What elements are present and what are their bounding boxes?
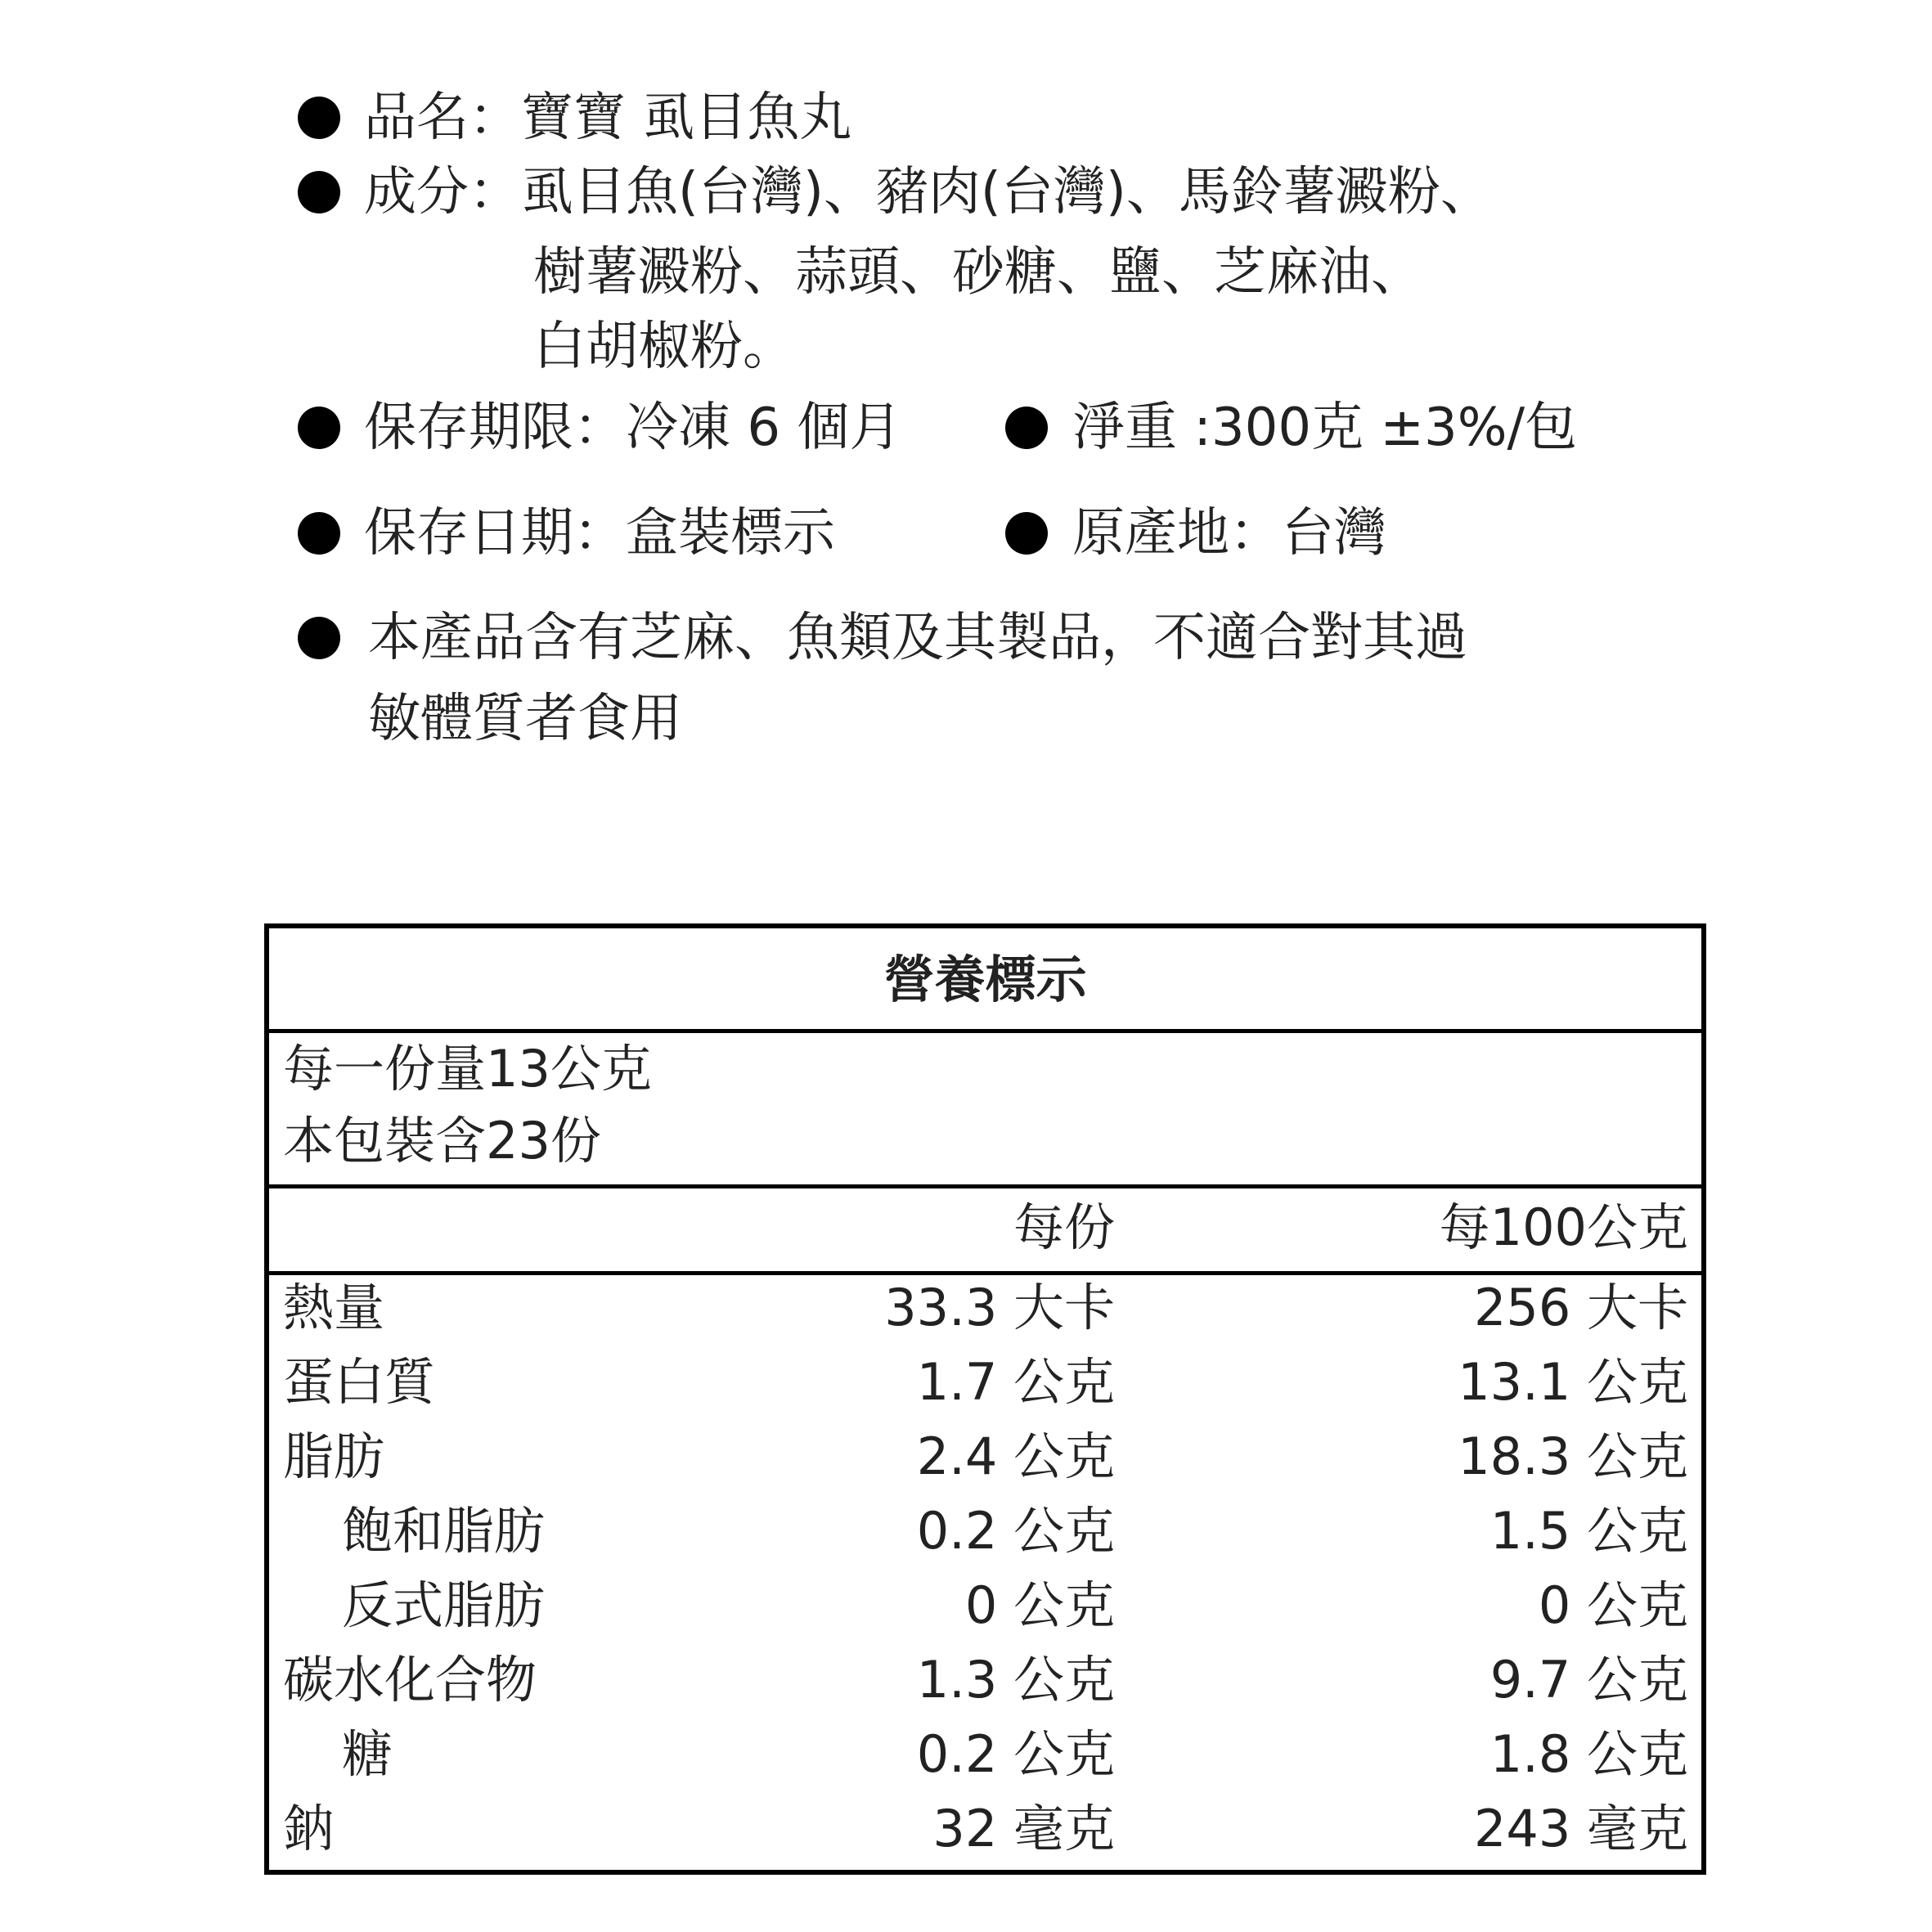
nutrient-per-serving: 1.3 公克	[916, 1650, 1115, 1710]
nutrient-label: 糖	[342, 1724, 393, 1784]
divider	[269, 1029, 1701, 1033]
bullet-icon	[298, 407, 340, 449]
ingredients-line-3: 白胡椒粉。	[533, 317, 795, 377]
nutrient-per-serving: 2.4 公克	[916, 1427, 1115, 1486]
nutrient-per-100g: 243 毫克	[1473, 1799, 1688, 1858]
nutrient-per-100g: 0 公克	[1538, 1575, 1688, 1635]
nutrient-label: 碳水化合物	[283, 1650, 537, 1710]
bullet-icon	[298, 97, 340, 139]
nutrient-per-serving: 32 毫克	[932, 1799, 1115, 1858]
nutrient-label: 蛋白質	[283, 1352, 436, 1412]
nutrient-per-100g: 9.7 公克	[1489, 1650, 1688, 1710]
column-header-per-100g: 每100公克	[1439, 1197, 1688, 1257]
divider	[269, 1184, 1701, 1188]
allergen-line-1: 本產品含有芝麻、魚類及其製品，不適合對其過	[368, 608, 1467, 668]
nutrient-label: 反式脂肪	[342, 1575, 546, 1635]
nutrition-title: 營養標示	[883, 950, 1087, 1009]
bullet-icon	[298, 512, 340, 555]
ingredients-line-1: 成分：虱目魚(台灣)、豬肉(台灣)、馬鈴薯澱粉、	[364, 162, 1493, 222]
origin: 原產地：台灣	[1072, 503, 1386, 564]
nutrient-per-serving: 0 公克	[964, 1575, 1115, 1635]
nutrition-table	[264, 923, 1706, 1875]
nutrient-label: 熱量	[283, 1278, 385, 1337]
shelf-life: 保存期限：冷凍 6 個月	[364, 398, 902, 458]
nutrient-label: 鈉	[283, 1799, 335, 1858]
nutrient-per-100g: 256 大卡	[1473, 1278, 1688, 1337]
column-header-per-serving: 每份	[1013, 1197, 1115, 1257]
nutrient-label: 飽和脂肪	[342, 1501, 546, 1561]
storage-date: 保存日期：盒裝標示	[364, 503, 835, 564]
nutrient-per-100g: 1.8 公克	[1489, 1724, 1688, 1784]
servings-per-package: 本包裝含23份	[283, 1111, 601, 1170]
product-name: 品名：寶寶 虱目魚丸	[364, 88, 852, 148]
bullet-icon	[1005, 512, 1048, 555]
nutrient-label: 脂肪	[283, 1427, 385, 1486]
bullet-icon	[298, 171, 340, 213]
nutrient-per-100g: 1.5 公克	[1489, 1501, 1688, 1561]
nutrient-per-serving: 0.2 公克	[916, 1724, 1115, 1784]
net-weight: 淨重 :300克 ±3%/包	[1072, 398, 1578, 458]
nutrient-per-serving: 1.7 公克	[916, 1352, 1115, 1412]
nutrient-per-100g: 13.1 公克	[1458, 1352, 1688, 1412]
ingredients-line-2: 樹薯澱粉、蒜頭、砂糖、鹽、芝麻油、	[533, 242, 1423, 303]
nutrient-per-100g: 18.3 公克	[1458, 1427, 1688, 1486]
nutrient-per-serving: 33.3 大卡	[884, 1278, 1115, 1337]
nutrient-per-serving: 0.2 公克	[916, 1501, 1115, 1561]
bullet-icon	[1005, 407, 1048, 449]
allergen-line-2: 敏體質者食用	[368, 689, 682, 749]
bullet-icon	[298, 617, 340, 659]
serving-size: 每一份量13公克	[283, 1039, 652, 1099]
